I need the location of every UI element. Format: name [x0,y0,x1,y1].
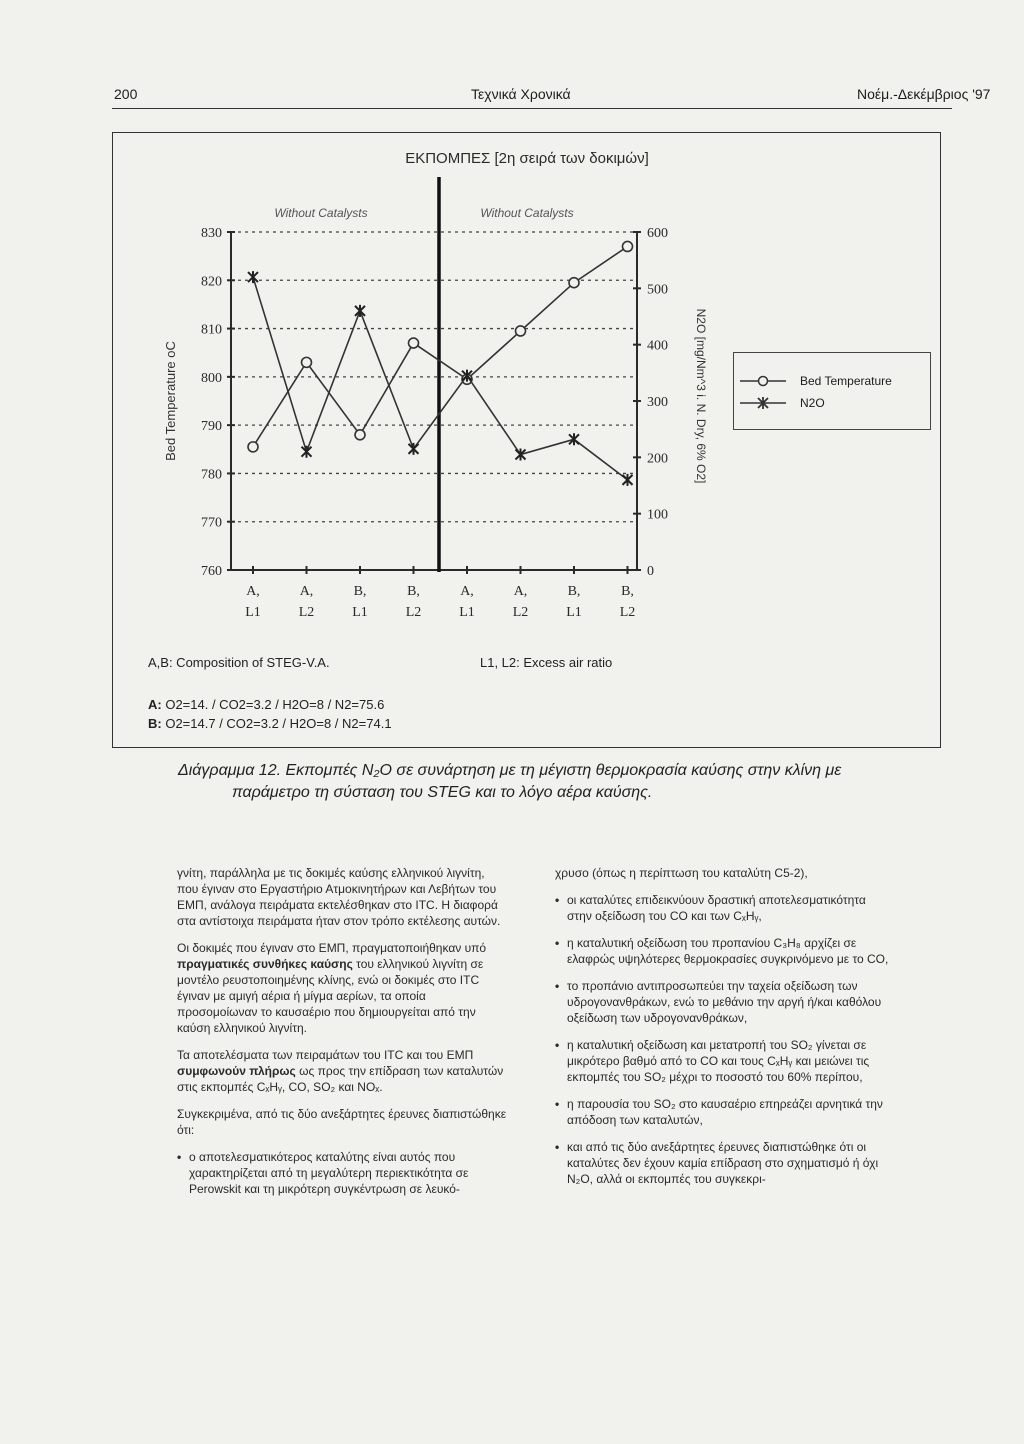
group-label: Without Catalysts [480,206,574,220]
caption-line-2: παράμετρο τη σύσταση του STEG και το λόγο αέρα καύσης. [232,784,653,801]
list-item-text: το προπάνιο αντιπροσωπεύει την ταχεία οξείδωση των υδρογονανθράκων, ενώ το μεθάνιο την αργή ή/και καθόλου οξείδωση των υδρογονανθράκων, [567,979,882,1025]
bullet-list [177,1149,507,1197]
bullet: • [555,979,560,993]
data-point-n2o [302,446,312,458]
legend-label-n2o: N2O [800,396,825,410]
body-column-right [555,865,890,1198]
list-item-text: και από τις δύο ανεξάρτητες έρευνες διαπιστώθηκε ότι οι καταλύτες δεν έχουν καμία επίδραση στο σχηματισμό ή όχι N₂O, αλλά οι εκπομπές του συγκεκρι- [567,1140,879,1186]
legend-star-icon [740,394,786,412]
header-rule [112,108,952,109]
bullet: • [555,1038,560,1052]
data-point-n2o [569,433,579,445]
x-tick-label: L2 [405,605,422,620]
y-tick-label: 820 [201,274,222,290]
data-point-bed-temperature [623,241,633,251]
caption-line-1: Εκπομπές N₂O σε συνάρτηση με τη μέγιστη θερμοκρασία καύσης στην κλίνη με [285,762,842,779]
composition-b-key: B: [148,716,162,731]
x-tick-label: B, [407,584,420,599]
paragraph [177,1047,507,1095]
data-point-bed-temperature [569,278,579,288]
list-item [555,1037,890,1085]
y-tick-label: 790 [201,419,222,435]
data-point-n2o [355,305,365,317]
data-point-n2o [516,449,526,461]
y-tick-label: 760 [201,564,222,579]
y2-tick-label: 300 [647,395,668,410]
y-tick-label: 780 [201,467,222,483]
legend-label-bed-temperature: Bed Temperature [800,374,892,388]
list-item [555,935,890,967]
y-tick-label: 810 [201,322,222,338]
running-head [0,82,1024,106]
note-composition: A,B: Composition of STEG-V.A. [148,655,330,670]
composition-b-value: O2=14.7 / CO2=3.2 / H2O=8 / N2=74.1 [165,716,392,731]
issue-date: Νοέμ.-Δεκέμβριος '97 [857,86,991,102]
data-point-bed-temperature [248,442,258,452]
paragraph: χρυσο (όπως η περίπτωση του καταλύτη C5-2), [555,866,808,880]
data-point-n2o [409,443,419,455]
text-run: Οι δοκιμές που έγιναν στο ΕΜΠ, πραγματοποιήθηκαν υπό [177,941,487,955]
y-axis-title: Bed Temperature oC [163,341,178,461]
x-tick-label: B, [353,584,367,599]
paragraph: Συγκεκριμένα, από τις δύο ανεξάρτητες έρευνες διαπιστώθηκε ότι: [177,1107,507,1137]
x-tick-label: L1 [352,605,368,620]
bold-run: πραγματικές συνθήκες καύσης [177,957,353,971]
text-run: Τα αποτελέσματα των πειραμάτων του ITC και του ΕΜΠ [177,1048,474,1062]
chart-title: ΕΚΠΟΜΠΕΣ [2η σειρά των δοκιμών] [405,150,649,167]
bullet: • [555,893,560,907]
composition-a-value: O2=14. / CO2=3.2 / H2O=8 / N2=75.6 [165,697,385,712]
text-run: του ελληνικού λιγνίτη σε μοντέλο ρευστοποιημένης κλίνης, ενώ οι δοκιμές στο ITC έγιναν με αμιγή αέρια ή μίγμα αερίων, τα οποία προσομοίωναν το καυσαέριο που δημιουργείται από την καύση ελληνικού λιγνίτη. [177,957,484,1035]
data-point-bed-temperature [516,326,526,336]
bullet: • [177,1150,182,1164]
y2-tick-label: 600 [647,226,668,241]
x-tick-label: L2 [298,605,315,620]
figure-caption [178,760,978,804]
list-item [555,978,890,1026]
paragraph [177,940,507,1036]
composition-b [148,716,392,731]
page-number: 200 [114,86,138,102]
list-item-text: η καταλυτική οξείδωση του προπανίου C₃H₈ αρχίζει σε ελαφρώς υψηλότερες θερμοκρασίες συγκρινόμενο με το CO, [567,936,889,966]
journal-name: Τεχνικά Χρονικά [471,86,571,102]
y-tick-label: 800 [201,370,222,386]
text-run: ως προς την επίδραση των καταλυτών στις εκπομπές CₓHᵧ, CO, SO₂ και NOₓ. [177,1064,504,1094]
list-item-text: η παρουσία του SO₂ στο καυσαέριο επηρεάζει αρνητικά την απόδοση των καταλυτών, [567,1097,883,1127]
x-tick-label: B, [567,584,581,599]
x-tick-label: A, [246,584,260,599]
y2-tick-label: 0 [647,564,654,579]
list-item [555,1139,890,1187]
x-tick-label: B, [621,584,634,599]
y-tick-label: 830 [201,226,222,241]
data-point-bed-temperature [302,357,312,367]
x-tick-label: A, [299,584,314,599]
x-tick-label: L2 [619,605,636,620]
x-tick-label: L1 [566,605,582,620]
legend-item-bed-temperature [740,372,930,390]
bullet: • [555,1097,560,1111]
x-tick-label: L2 [512,605,529,620]
y2-tick-label: 200 [647,451,668,467]
y2-tick-label: 400 [647,338,668,354]
data-point-bed-temperature [355,430,365,440]
bullet: • [555,936,560,950]
list-item [555,892,890,924]
bullet-list [555,892,890,1187]
y2-tick-label: 500 [647,282,668,298]
group-label: Without Catalysts [274,206,368,220]
y2-tick-label: 100 [647,507,668,523]
x-tick-label: L1 [245,605,261,620]
list-item-text: οι καταλύτες επιδεικνύουν δραστική αποτελεσματικότητα στην οξείδωση του CO και των CₓHᵧ, [567,893,866,923]
legend-item-n2o [740,394,930,412]
legend-circle-icon [740,372,786,390]
composition-a [148,697,384,712]
data-point-n2o [623,474,633,486]
data-point-n2o [248,271,258,283]
bold-run: συμφωνούν πλήρως [177,1064,296,1078]
data-point-bed-temperature [409,338,419,348]
y-tick-label: 770 [201,515,222,531]
x-tick-label: L1 [459,605,475,620]
list-item [555,1096,890,1128]
list-item-text: ο αποτελεσματικότερος καταλύτης είναι αυτός που χαρακτηρίζεται από τη μεγαλύτερη περιεκτικότητα σε Perowskit και τη μικρότερη συγκέντρωση σε λευκό- [189,1150,469,1196]
note-excess-air: L1, L2: Excess air ratio [480,655,613,670]
chart-legend [733,352,931,430]
caption-lead: Διάγραμμα 12. [178,762,282,779]
x-tick-label: A, [513,584,528,599]
bullet: • [555,1140,560,1154]
list-item [177,1149,507,1197]
x-tick-label: A, [460,584,474,599]
list-item-text: η καταλυτική οξείδωση και μετατροπή του SO₂ γίνεται σε μικρότερο βαθμό από το CO και τους CₓHᵧ και μειώνει τις εκπομπές του SO₂ μέχρι το ποσοστό του 60% περίπου, [567,1038,870,1084]
y2-axis-title: N2O [mg/Nm^3 i. N. Dry, 6% O2] [694,308,708,484]
paragraph: γνίτη, παράλληλα με τις δοκιμές καύσης ελληνικού λιγνίτη, που έγιναν στο Εργαστήριο Ατμοκινητήρων και Λεβήτων του ΕΜΠ, ανάλογα πειράματα εκτελέσθηκαν στο ITC. Η διαφορά στα αντίστοιχα πειράματα ήταν στον τρόπο εκτέλεσης αυτών. [177,866,501,928]
body-column-left [177,865,507,1208]
composition-a-key: A: [148,697,162,712]
